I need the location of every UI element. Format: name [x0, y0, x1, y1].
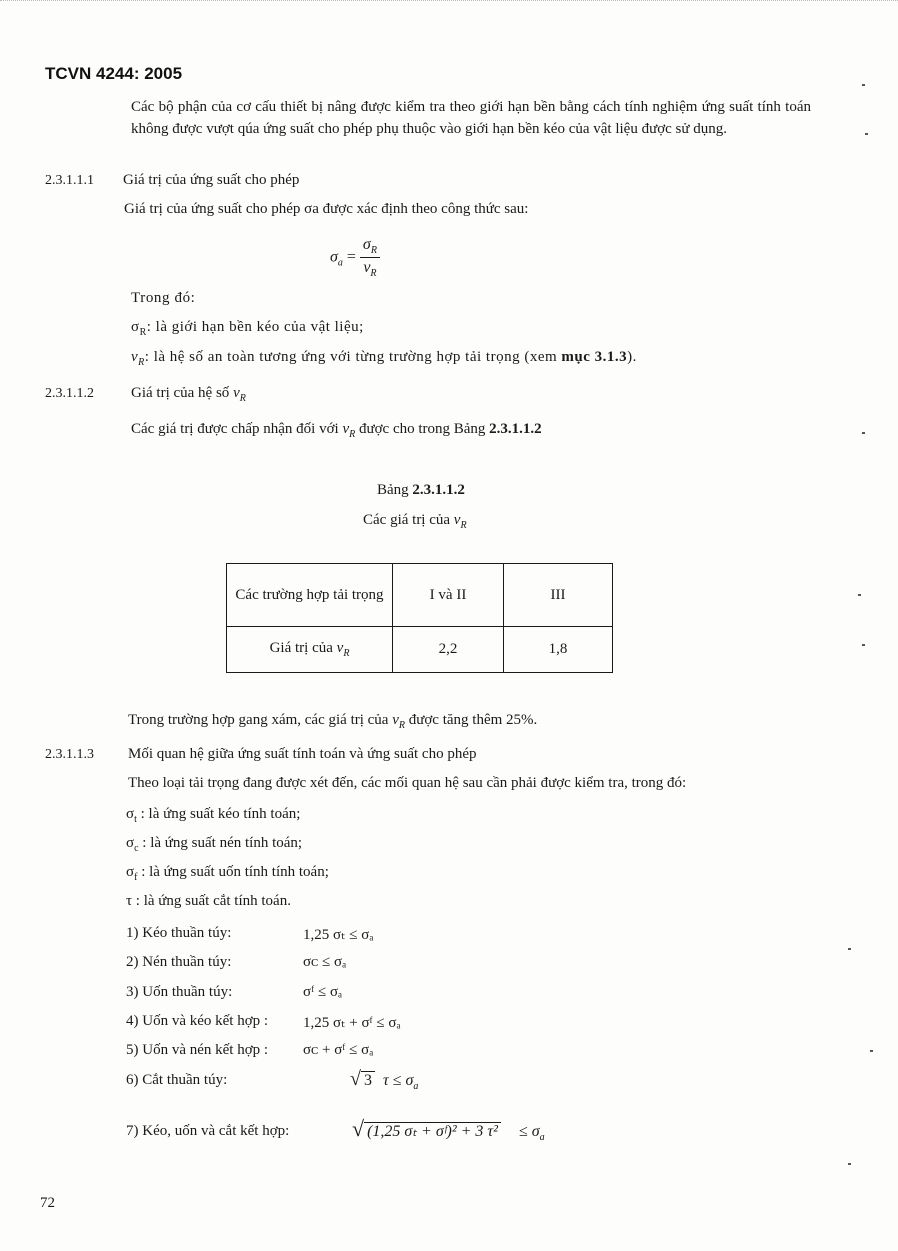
relation-label: 7) Kéo, uốn và cắt kết hợp: — [126, 1123, 290, 1139]
scan-speck — [848, 1163, 851, 1165]
section-description: Giá trị của ứng suất cho phép σa được xác định theo công thức sau: — [124, 201, 529, 217]
table-row — [227, 627, 613, 673]
scan-edge-line — [0, 0, 898, 2]
relation-formula-shear: √ 3 $\tau \le \sigma_a$ — [350, 1068, 419, 1093]
where-label: Trong đó: — [131, 290, 196, 306]
scan-speck — [862, 644, 865, 646]
section-number: 2.3.1.1.3 — [45, 747, 94, 762]
scan-speck — [858, 594, 861, 596]
relation-label: 4) Uốn và kéo kết hợp : — [126, 1013, 269, 1029]
table-header-row — [227, 564, 613, 627]
row-label: Giá trị của $\nu_R$ — [227, 627, 393, 673]
definition-nu-r: $\nu_R$: là hệ số an toàn tương ứng với từng trường hợp tải trọng (xem mục 3.1.3). — [131, 349, 637, 368]
value-case-1-2: 2,2 — [393, 627, 504, 673]
relation-formula: σᶠ ≤ σₐ — [303, 984, 343, 1000]
relation-formula: σᴄ + σᶠ ≤ σₐ — [303, 1042, 374, 1058]
relation-label: 3) Uốn thuần túy: — [126, 984, 233, 1000]
relation-label: 5) Uốn và nén kết hợp : — [126, 1042, 269, 1058]
standard-code: TCVN 4244: 2005 — [45, 64, 183, 83]
cast-iron-note: Trong trường hợp gang xám, các giá trị của $\nu_R$ được tăng thêm 25%. — [128, 712, 538, 731]
formula-lhs: σ — [330, 248, 338, 266]
table-label: Bảng 2.3.1.1.2 — [377, 482, 465, 498]
safety-factor-table — [226, 563, 613, 673]
section-number: 2.3.1.1.2 — [45, 386, 94, 401]
definition-sigma-c: $\sigma_c$ : là ứng suất nén tính toán; — [126, 835, 303, 854]
section-title: Giá trị của hệ số $\nu_R$ — [131, 385, 246, 404]
relation-label: 6) Cắt thuần túy: — [126, 1072, 228, 1088]
section-description: Các giá trị được chấp nhận đối với $\nu_R$ được cho trong Bảng 2.3.1.1.2 — [131, 421, 542, 440]
allowable-stress-formula: $\sigma_a$ = $\frac{\sigma_R}{\nu_R}$ — [330, 236, 380, 279]
section-title: Giá trị của ứng suất cho phép — [123, 172, 300, 188]
definition-sigma-t: $\sigma_t$ : là ứng suất kéo tính toán; — [126, 806, 301, 825]
section-number: 2.3.1.1.1 — [45, 173, 94, 188]
relation-formula-combined: √ (1,25 σₜ + σᶠ)² + 3 $\tau^2 \le \sigma_a$ — [352, 1116, 545, 1144]
scan-speck — [848, 948, 851, 950]
relation-formula: σᴄ ≤ σₐ — [303, 954, 347, 970]
page-number: 72 — [40, 1195, 55, 1211]
header-case-1-2: I và II — [393, 564, 504, 627]
table-caption: Các giá trị của $\nu_R$ — [363, 512, 467, 531]
header-load-case: Các trường hợp tải trọng — [227, 564, 393, 627]
scan-speck — [862, 432, 865, 434]
definition-sigma-f: $\sigma_f$ : là ứng suất uốn tính tính toán; — [126, 864, 329, 883]
formula-fraction: $\frac{\sigma_R}{\nu_R}$ — [360, 236, 380, 279]
relation-formula: 1,25 σₜ ≤ σₐ — [303, 927, 374, 943]
relation-label: 2) Nén thuần túy: — [126, 954, 232, 970]
scan-speck — [865, 133, 868, 135]
definition-tau: τ : là ứng suất cắt tính toán. — [126, 893, 291, 909]
value-case-3: 1,8 — [504, 627, 613, 673]
section-description: Theo loại tải trọng đang được xét đến, các mối quan hệ sau cần phải được kiểm tra, trong đó: — [128, 775, 687, 791]
scan-speck — [870, 1050, 873, 1052]
relation-label: 1) Kéo thuần túy: — [126, 925, 232, 941]
relation-formula: 1,25 σₜ + σᶠ ≤ σₐ — [303, 1015, 401, 1031]
header-case-3: III — [504, 564, 613, 627]
intro-paragraph: Các bộ phận của cơ cấu thiết bị nâng được kiểm tra theo giới hạn bền bằng cách tính nghiệm ứng suất tính toán không được vượt qúa ứng suất cho phép phụ thuộc vào giới hạn bền kéo của vật liệu được sử dụng. — [131, 99, 811, 137]
definition-sigma-r: $\sigma_R$: là giới hạn bền kéo của vật liệu; — [131, 319, 364, 338]
scan-speck — [862, 84, 865, 86]
section-title: Mối quan hệ giữa ứng suất tính toán và ứng suất cho phép — [128, 746, 477, 762]
